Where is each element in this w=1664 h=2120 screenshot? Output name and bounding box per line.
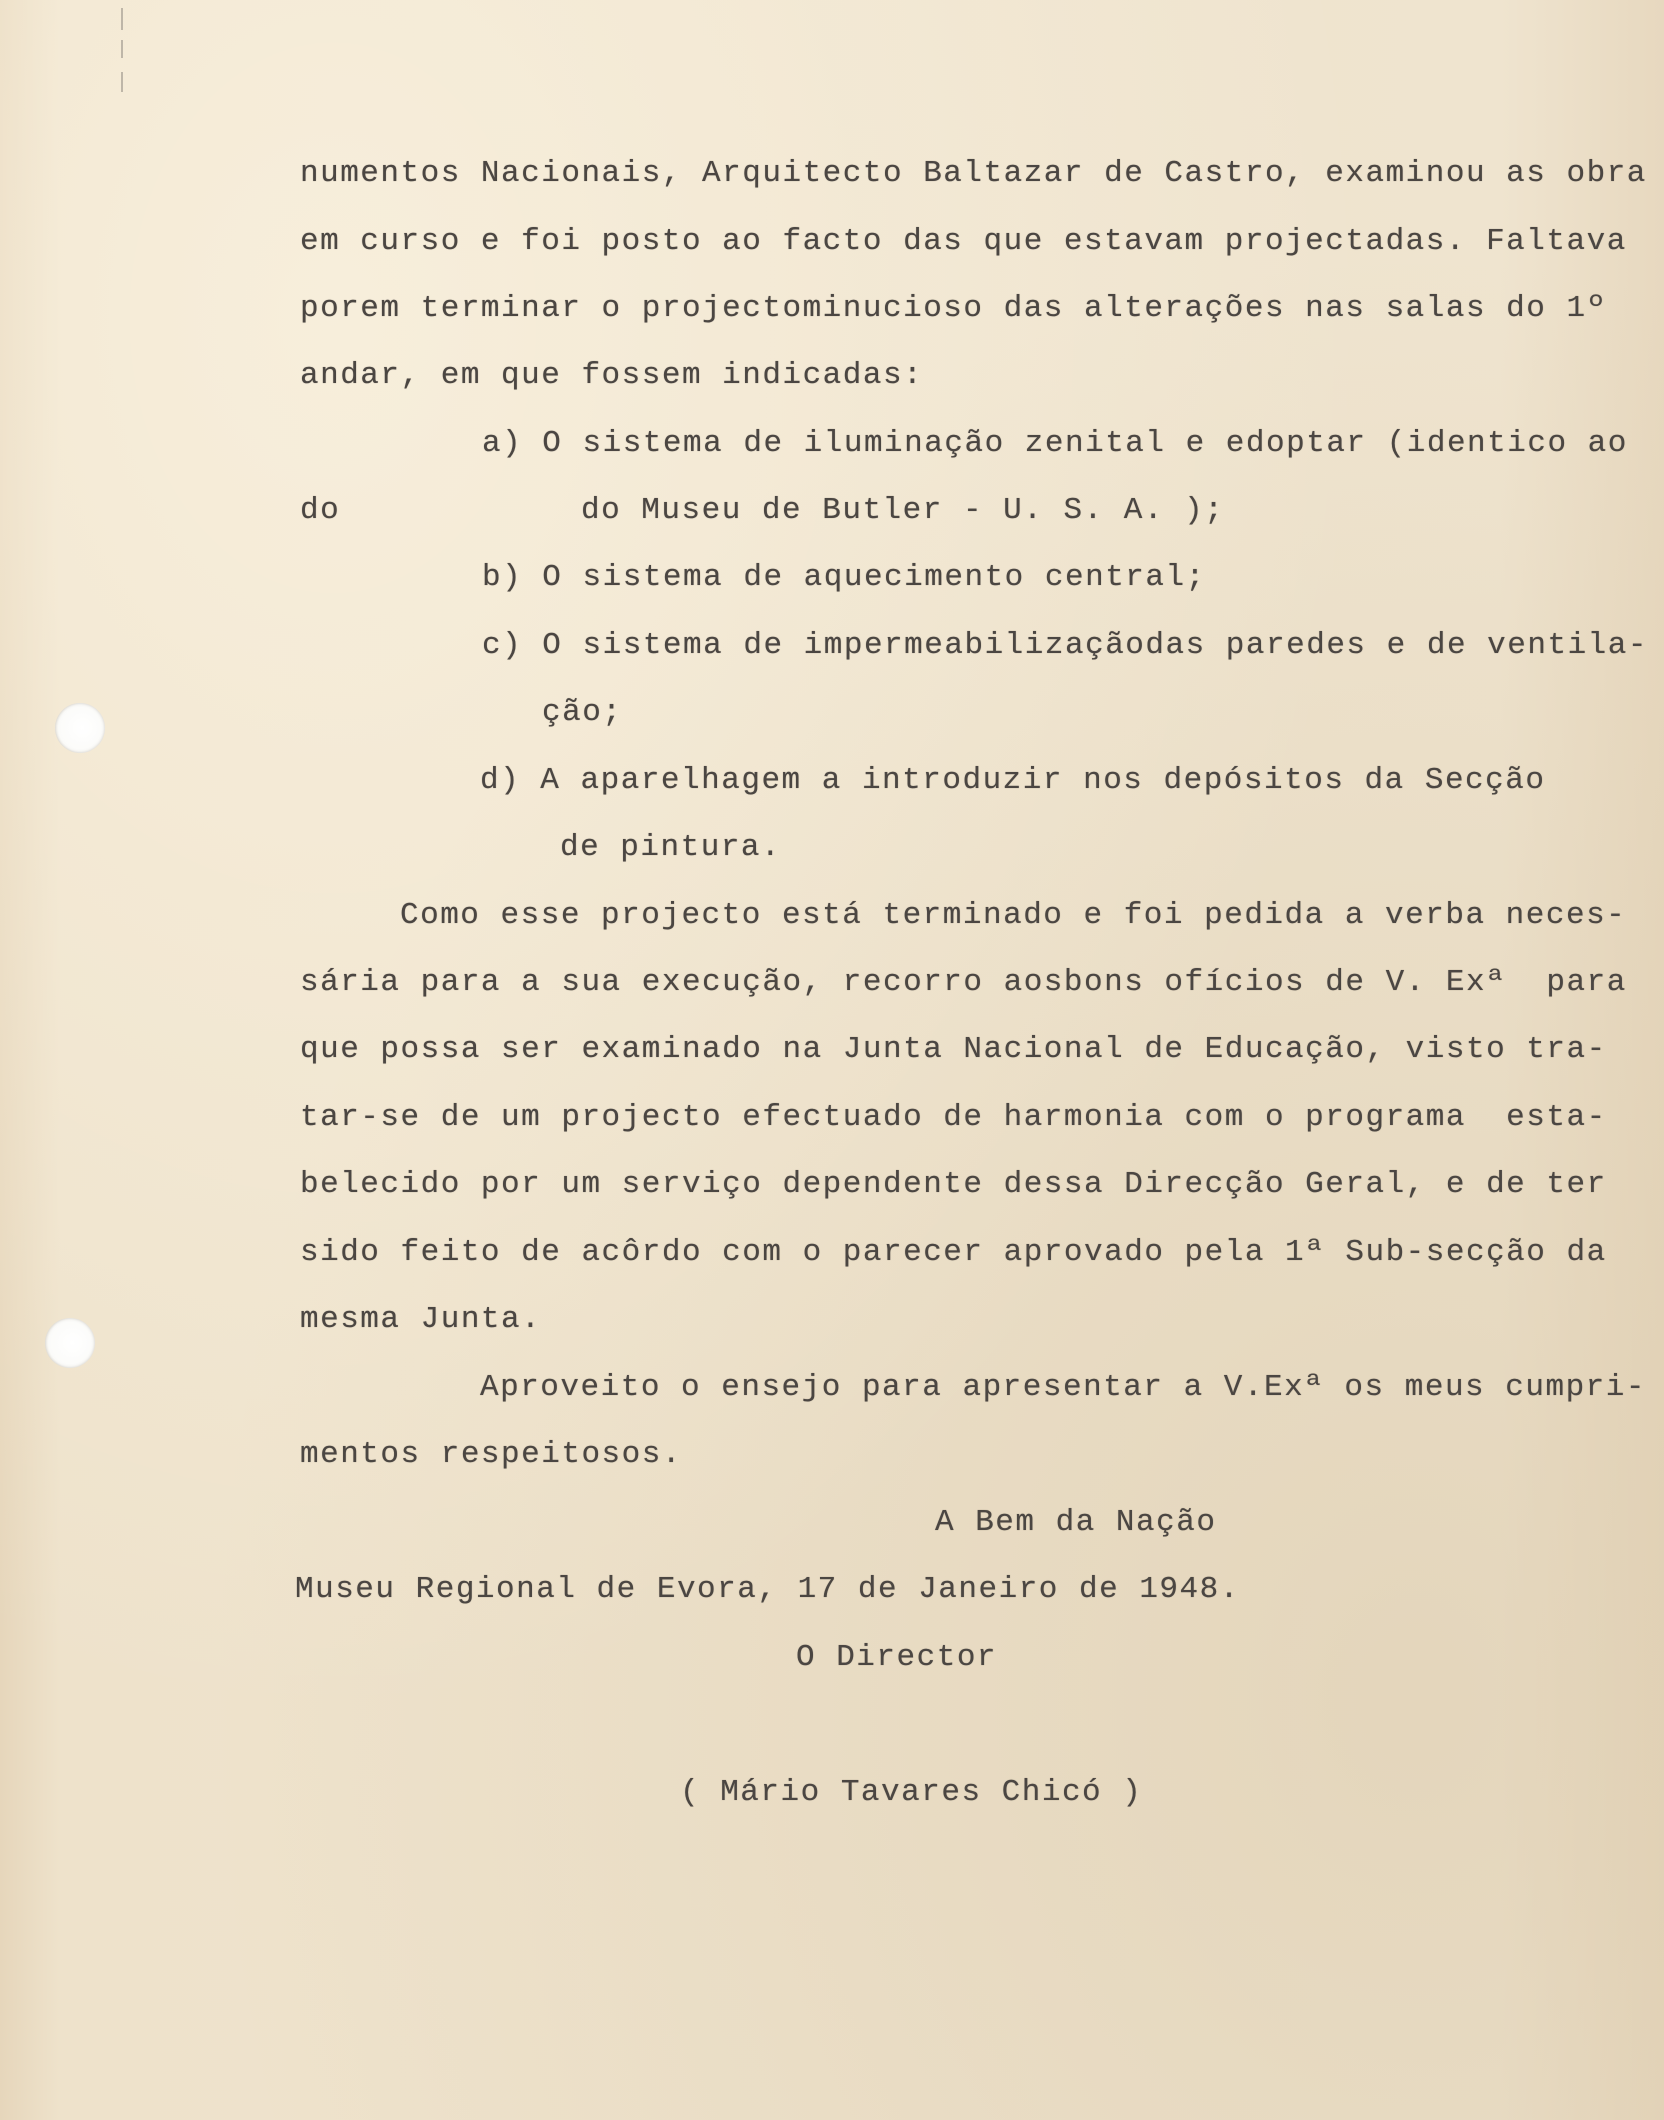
body-line: mentos respeitosos. (300, 1437, 682, 1472)
list-item-a-margin: do (300, 493, 341, 528)
body-line: Aproveito o ensejo para apresentar a V.Exª os meus cumpri- (480, 1370, 1646, 1405)
margin-mark (121, 8, 123, 30)
salutation: A Bem da Nação (935, 1505, 1217, 1540)
body-line: numentos Nacionais, Arquitecto Baltazar de Castro, examinou as obra (300, 156, 1647, 191)
list-item-c-cont: ção; (542, 695, 623, 730)
margin-mark (121, 40, 123, 58)
body-line: sária para a sua execução, recorro aosbons ofícios de V. Exª para (300, 965, 1627, 1000)
body-line: tar-se de um projecto efectuado de harmonia com o programa esta- (300, 1100, 1607, 1135)
body-line: porem terminar o projectominucioso das alterações nas salas do 1º (300, 291, 1607, 326)
body-line: mesma Junta. (300, 1302, 542, 1337)
margin-mark (121, 72, 123, 92)
place-date: Museu Regional de Evora, 17 de Janeiro de 1948. (295, 1572, 1240, 1607)
punch-hole (45, 1318, 95, 1368)
list-item-d: d) A aparelhagem a introduzir nos depósitos da Secção (480, 763, 1546, 798)
list-item-d-cont: de pintura. (560, 830, 782, 865)
body-line: sido feito de acôrdo com o parecer aprovado pela 1ª Sub-secção da (300, 1235, 1607, 1270)
body-line: em curso e foi posto ao facto das que estavam projectadas. Faltava (300, 224, 1627, 259)
signatory-title: O Director (796, 1640, 998, 1675)
list-item-b: b) O sistema de aquecimento central; (482, 560, 1206, 595)
list-item-a: a) O sistema de iluminação zenital e edoptar (identico ao (482, 426, 1628, 461)
list-item-a-cont: do Museu de Butler - U. S. A. ); (581, 493, 1225, 528)
list-item-c: c) O sistema de impermeabilizaçãodas paredes e de ventila- (482, 628, 1648, 663)
body-line: que possa ser examinado na Junta Nacional de Educação, visto tra- (300, 1032, 1607, 1067)
body-line: Como esse projecto está terminado e foi pedida a verba neces- (400, 898, 1627, 933)
body-line: andar, em que fossem indicadas: (300, 358, 924, 393)
signatory-name: ( Mário Tavares Chicó ) (680, 1775, 1143, 1810)
punch-hole (55, 703, 105, 753)
body-line: belecido por um serviço dependente dessa Direcção Geral, e de ter (300, 1167, 1607, 1202)
